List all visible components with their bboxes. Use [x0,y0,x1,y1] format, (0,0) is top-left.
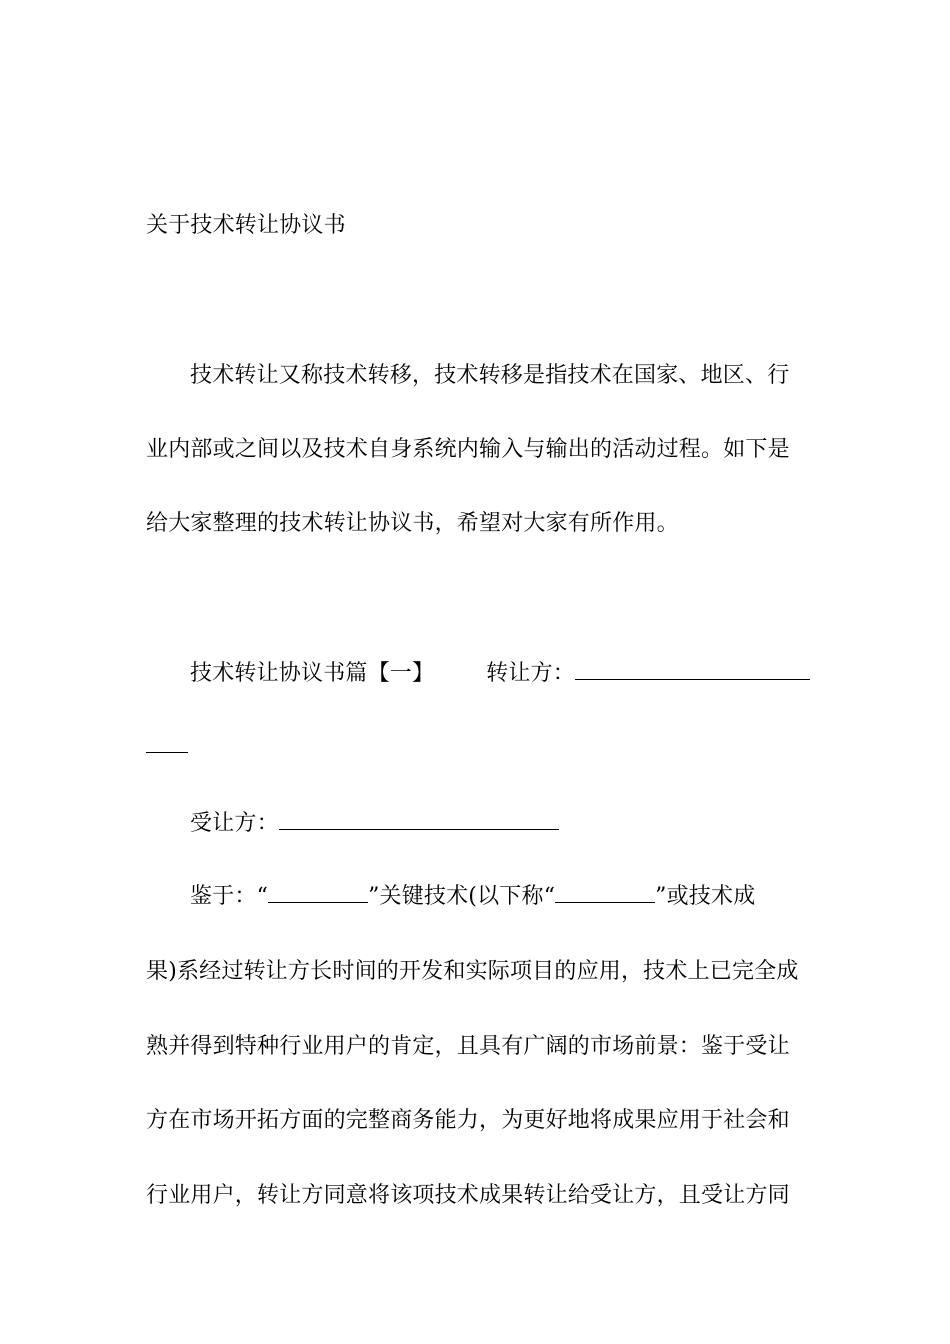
body-line-2: 果)系经过转让方长时间的开发和实际项目的应用，技术上已完全成 [146,959,799,984]
body-line-1-suffix: ”或技术成 [655,884,756,909]
intro-line-2: 业内部或之间以及技术自身系统内输入与输出的活动过程。如下是 [146,437,790,462]
body-line-3: 熟并得到特种行业用户的肯定，且具有广阔的市场前景：鉴于受让 [146,1034,790,1059]
intro-line-3: 给大家整理的技术转让协议书，希望对大家有所作用。 [146,511,679,536]
body-line-1 [190,882,850,912]
section-heading-row [190,659,810,689]
body-line-4: 方在市场开拓方面的完整商务能力，为更好地将成果应用于社会和 [146,1108,790,1133]
body-line-1-prefix: 鉴于：“ [190,884,269,909]
intro-line-1: 技术转让又称技术转移，技术转移是指技术在国家、地区、行 [190,363,790,388]
transferor-blank-continued [146,732,188,753]
body-line-5: 行业用户，转让方同意将该项技术成果转让给受让方，且受让方同 [146,1183,790,1208]
body-line-1-mid: ”关键技术(以下称“ [368,884,556,909]
section-heading: 技术转让协议书篇【一】 [190,661,435,686]
transferor-blank-continued-row [146,732,806,762]
document-title: 关于技术转让协议书 [146,213,346,238]
transferee-row [190,809,850,839]
transferee-label: 受让方： [190,811,279,836]
transferee-blank [279,809,559,830]
transferor-blank [575,659,810,680]
transferor-label: 转让方： [486,661,576,686]
technology-alias-blank [555,882,655,903]
technology-name-blank [268,882,368,903]
